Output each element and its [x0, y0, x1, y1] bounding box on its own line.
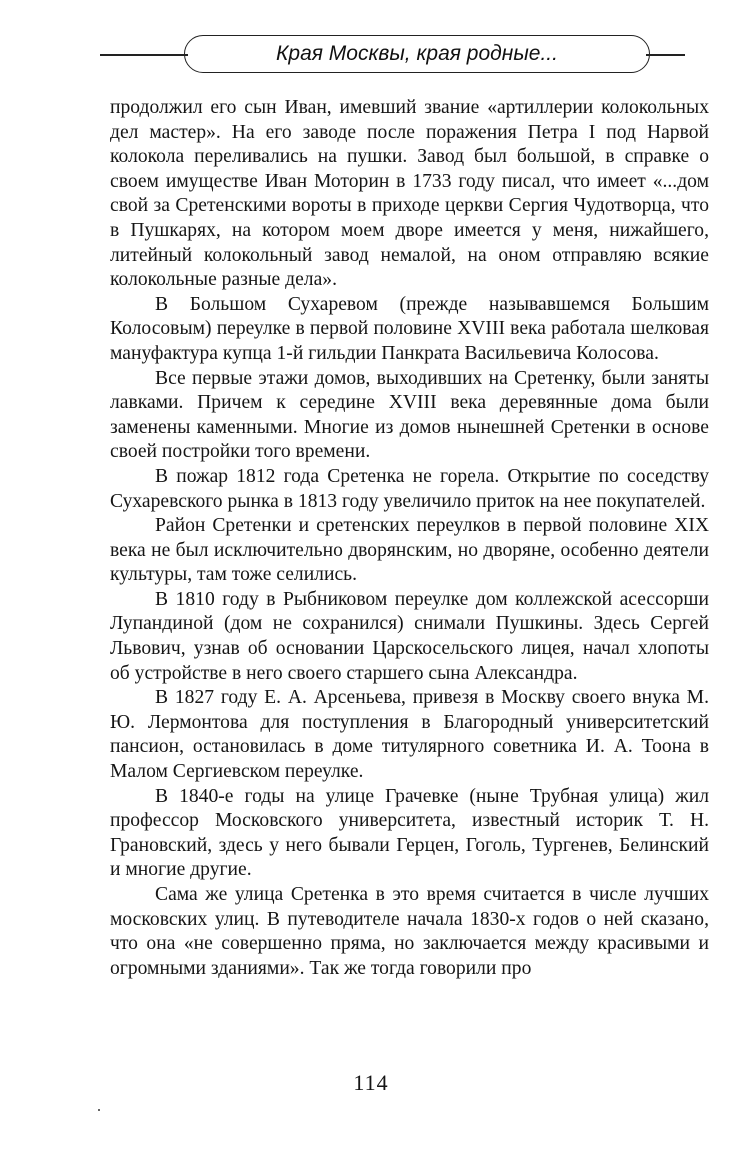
paragraph: В Большом Сухаревом (прежде называвшемся Большим Колосовым) переулке в первой половине XVIII века работала шелковая мануфактура купца 1-й гильдии Панкрата Васильевича Колосова. [110, 293, 709, 364]
paragraph: Сама же улица Сретенка в это время считается в числе лучших московских улиц. В путеводителе начала 1830-х годов о ней сказано, что она «не совершенно пряма, но заключается между красивыми и огромными зданиями». Так же тогда говорили про [110, 884, 709, 979]
paragraph: В пожар 1812 года Сретенка не горела. Открытие по соседству Сухаревского рынка в 1813 году увеличило приток на нее покупателей. [110, 465, 709, 512]
paragraph-continuation: продолжил его сын Иван, имевший звание «артиллерии колокольных дел мастер». На его заводе после поражения Петра I под Нарвой колокола переливались на пушки. Завод был большой, в справке о своем имуществе Иван Моторин в 1733 году писал, что имеет «...дом свой за Сретенскими вороты в приходе церкви Сергия Чудотворца, что в Пушкарях, на котором моем дворе имеется у меня, нижайшего, литейный колокольный завод немалой, на оном отправляю всякие колокольные разные дела». [110, 97, 709, 291]
running-title: Края Москвы, края родные... [184, 35, 650, 73]
paragraph: В 1827 году Е. А. Арсеньева, привезя в Москву своего внука М. Ю. Лермонтова для поступления в Благородный университетский пансион, остановилась в доме титулярного советника И. А. Тоона в Малом Сергиевском переулке. [110, 687, 709, 783]
header-rule-right [646, 54, 685, 56]
running-header [100, 35, 685, 75]
page-number: 114 [353, 1070, 389, 1095]
paragraph: В 1810 году в Рыбниковом переулке дом коллежской асессорши Лупандиной (дом не сохранился) снимали Пушкины. Здесь Сергей Львович, узнав об основании Царскосельского лицея, начал хлопоты об устройстве в него своего старшего сына Александра. [110, 588, 709, 684]
paragraph: Район Сретенки и сретенских переулков в первой половине XIX века не был исключительно дворянским, но дворяне, особенно деятели культуры, там тоже селились. [110, 515, 709, 586]
print-speck [98, 1109, 100, 1111]
body-text [110, 96, 709, 981]
header-rule-left [100, 54, 188, 56]
paragraph: Все первые этажи домов, выходивших на Сретенку, были заняты лавками. Причем к середине XVIII века деревянные дома были заменены каменными. Многие из домов нынешней Сретенки в основе своей постройки того времени. [110, 367, 709, 463]
paragraph: В 1840-е годы на улице Грачевке (ныне Трубная улица) жил профессор Московского университета, известный историк Т. Н. Грановский, здесь у него бывали Герцен, Гоголь, Тургенев, Белинский и многие другие. [110, 785, 709, 881]
